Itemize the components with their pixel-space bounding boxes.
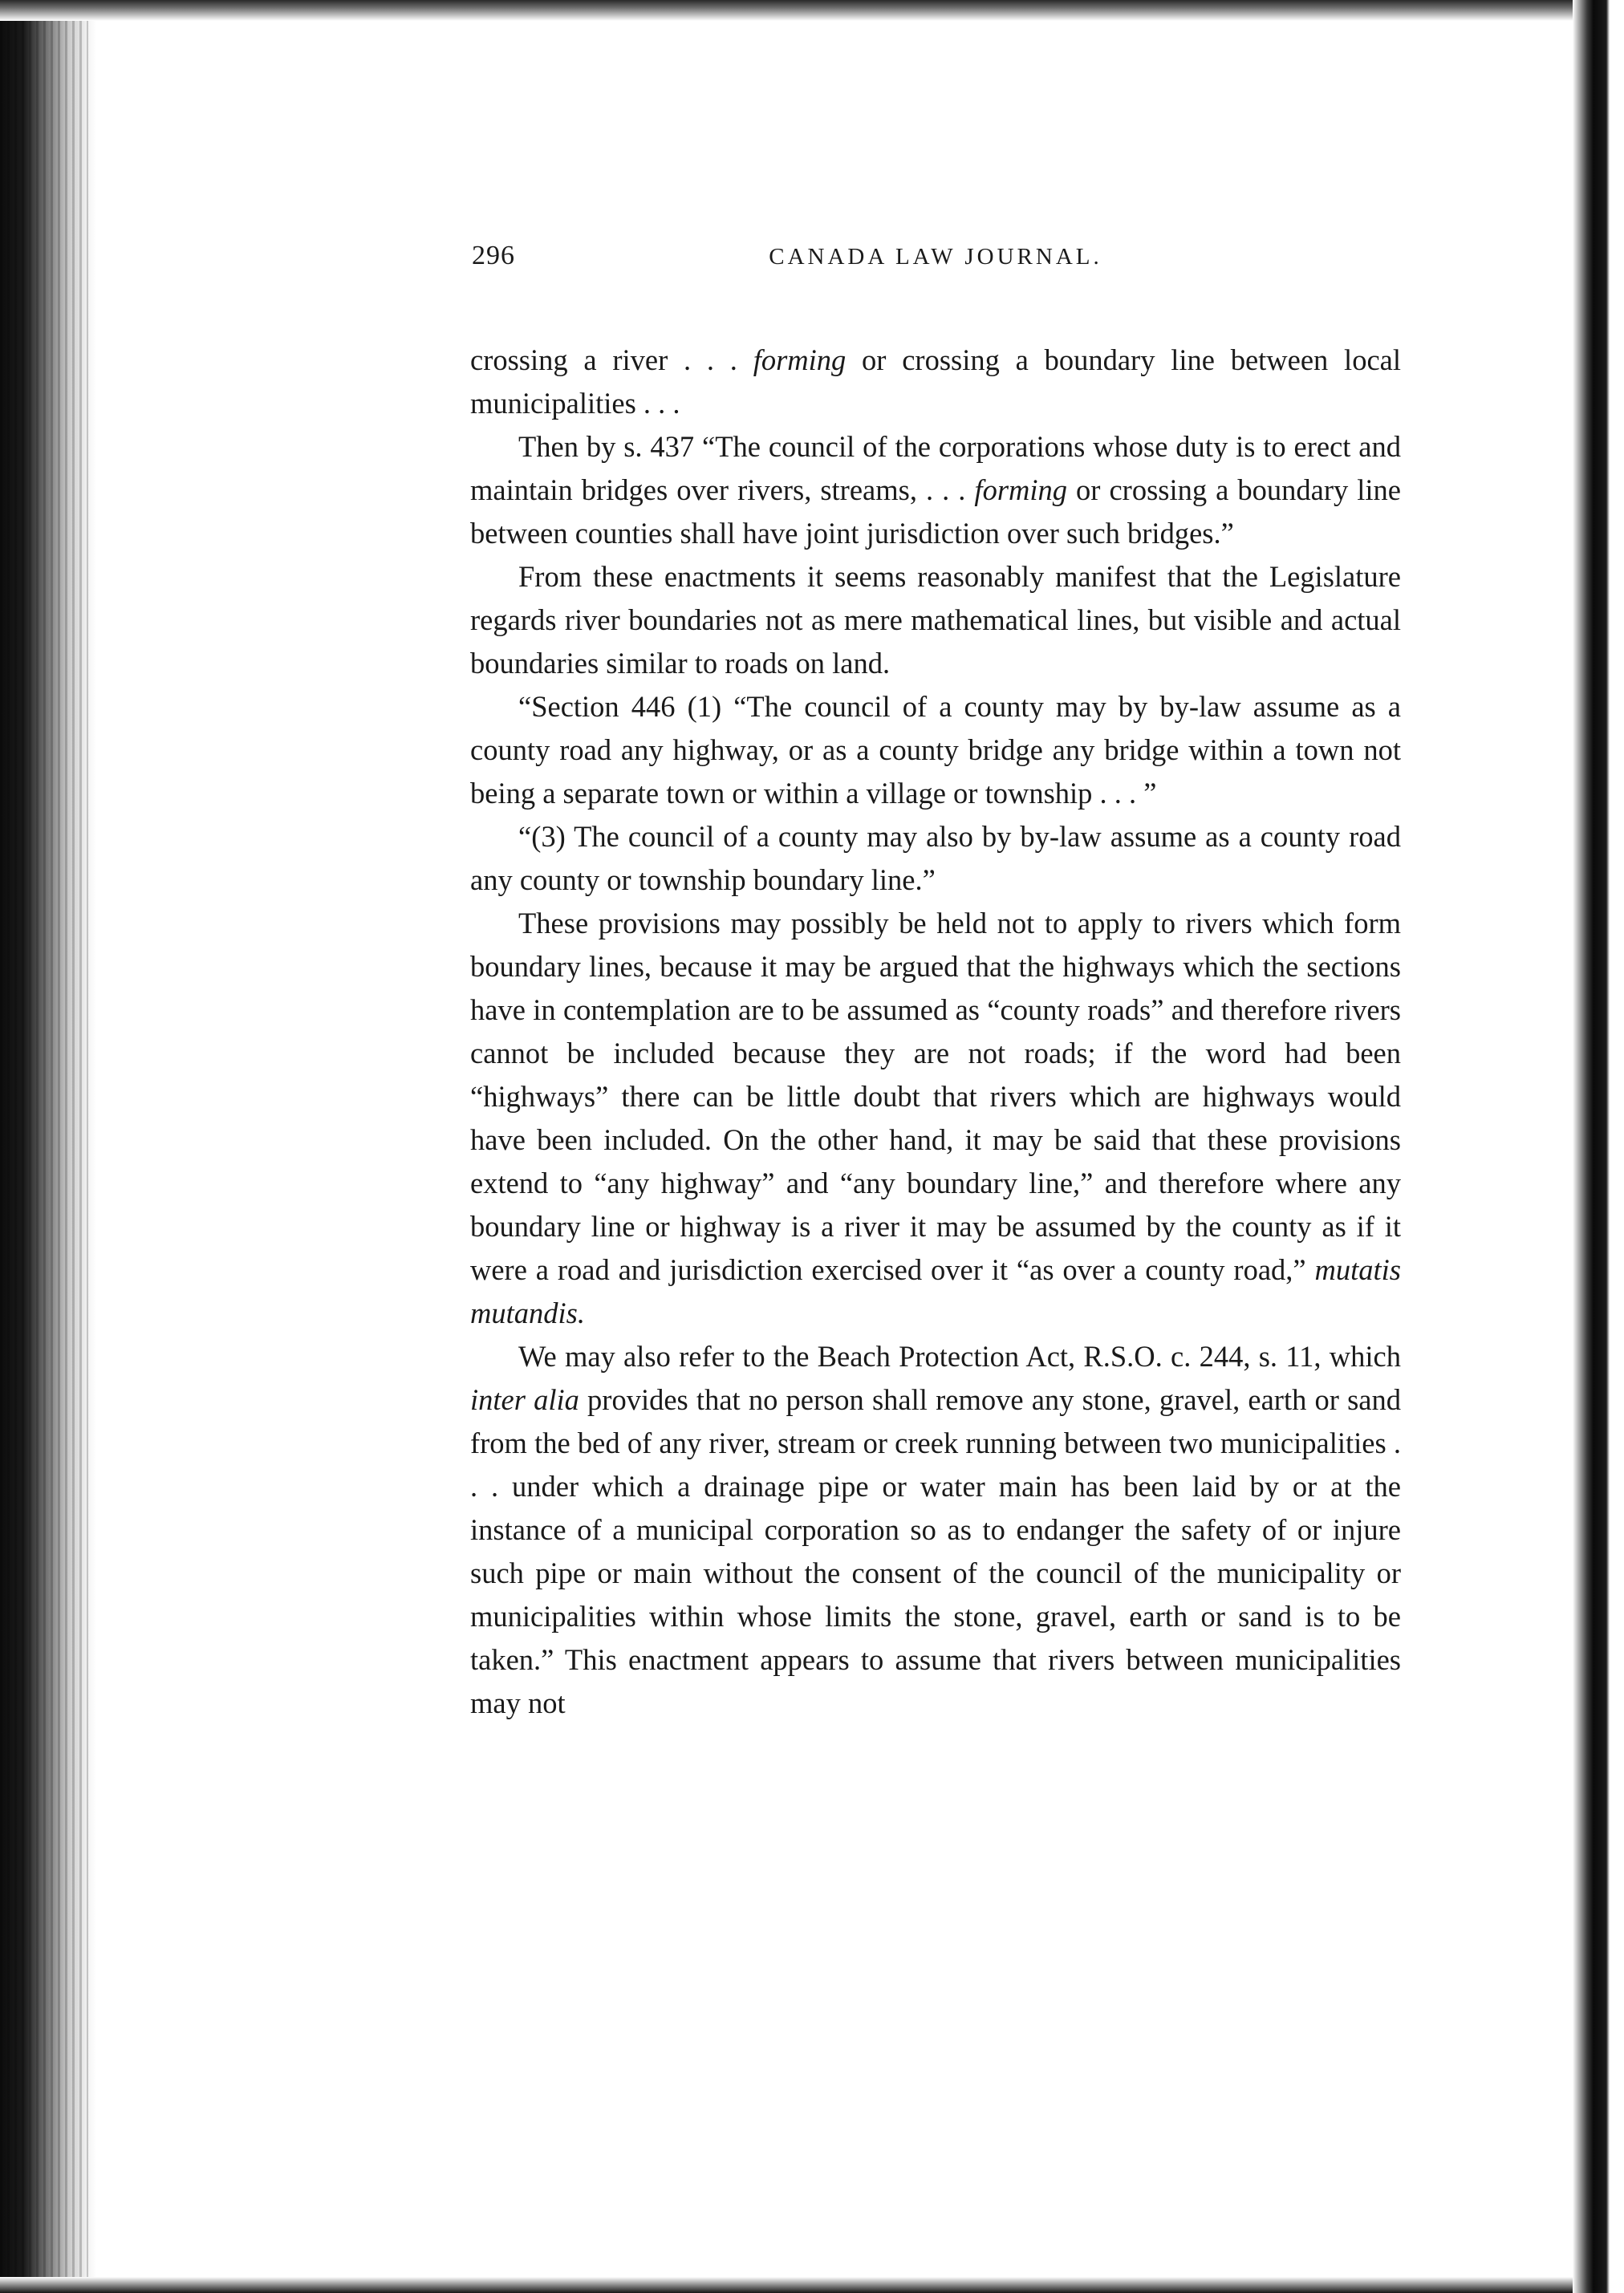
text-run: “(3) The council of a county may also by by-law assume as a county road any county or township boundary line.”: [470, 820, 1401, 896]
journal-title: CANADA LAW JOURNAL.: [769, 244, 1102, 270]
page-text-block: [470, 241, 1401, 1725]
body-paragraph: [470, 555, 1401, 685]
text-run: We may also refer to the Beach Protection Act, R.S.O. c. 244, s. 11, which: [518, 1340, 1401, 1373]
italic-text: forming: [974, 473, 1068, 506]
page-number: 296: [472, 241, 515, 270]
body-text: [470, 339, 1401, 1725]
body-paragraph: [470, 902, 1401, 1335]
body-paragraph: [470, 1335, 1401, 1725]
body-paragraph: [470, 815, 1401, 902]
italic-text: forming: [753, 343, 847, 376]
text-run: crossing a river . . .: [470, 343, 753, 376]
text-run: “Section 446 (1) “The council of a county may by by-law assume as a county road any highway, or as a county bridge any bridge within a town not being a separate town or within a village or township . . . ”: [470, 690, 1401, 810]
scan-left-edge-texture: [0, 0, 88, 2293]
text-run: or crossing a boundary line between local municipalities . . .: [470, 343, 1401, 420]
running-head: [470, 241, 1401, 289]
text-run: These provisions may possibly be held not to apply to rivers which form boundary lines, because it may be argued that the highways which the sections have in contemplation are to be assumed as “county roads” and therefore rivers cannot be included because they are not roads; if the word had been “highways” there can be little doubt that rivers which are highways would have been included. On the other hand, it may be said that these provisions extend to “any highway” and “any boundary line,” and therefore where any boundary line or highway is a river it may be assumed by the county as if it were a road and jurisdiction exercised over it “as over a county road,”: [470, 907, 1401, 1286]
scan-right-edge: [1573, 0, 1624, 2293]
text-run: provides that no person shall remove any stone, gravel, earth or sand from the bed of any river, stream or creek running between two municipalities . . . under which a drainage pipe or water main has been laid by or at the instance of a municipal corporation so as to endanger the safety of or injure such pipe or main without the consent of the council of the municipality or municipalities within whose limits the stone, gravel, earth or sand is to be taken.” This enactment appears to assume that rivers between municipalities may not: [470, 1383, 1401, 1719]
body-paragraph: [470, 425, 1401, 555]
text-run: From these enactments it seems reasonably manifest that the Legislature regards river boundaries not as mere mathematical lines, but visible and actual boundaries similar to roads on land.: [470, 560, 1401, 680]
body-paragraph: [470, 685, 1401, 815]
italic-text: inter alia: [470, 1383, 579, 1416]
italic-text: mutatis mutandis.: [470, 1253, 1401, 1329]
text-run: or crossing a boundary line between counties shall have joint jurisdiction over such bridges.”: [470, 473, 1401, 550]
scan-bottom-edge: [0, 2277, 1624, 2293]
text-run: Then by s. 437 “The council of the corporations whose duty is to erect and maintain bridges over rivers, streams, . . .: [470, 430, 1401, 506]
body-paragraph: [470, 339, 1401, 425]
scan-top-edge: [0, 0, 1624, 21]
